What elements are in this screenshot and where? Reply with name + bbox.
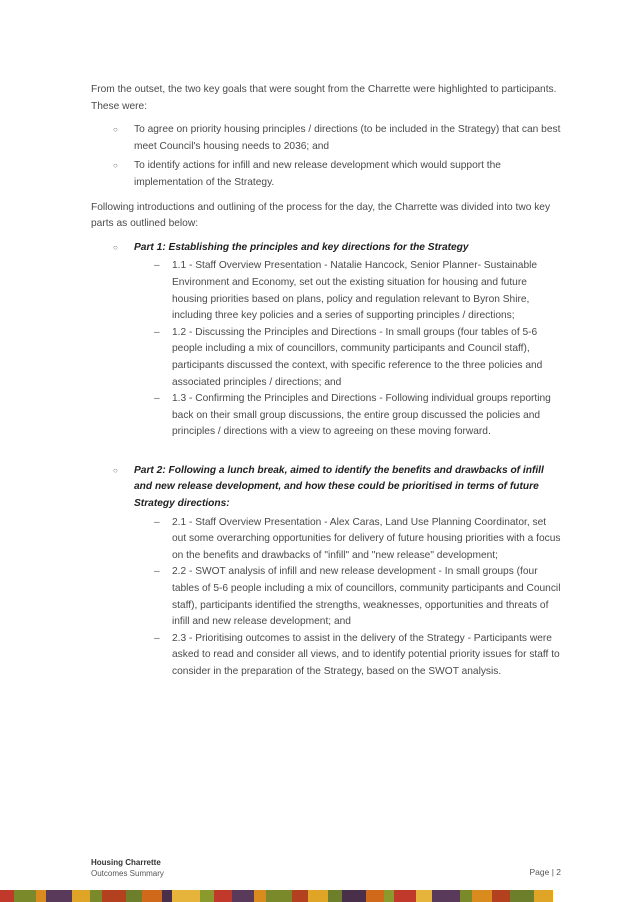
goals-list [91, 122, 561, 191]
page-number: Page | 2 [529, 867, 561, 877]
dash-bullet-icon: – [154, 632, 160, 644]
stripe-segment [366, 890, 384, 902]
stripe-segment [72, 890, 90, 902]
stripe-segment [432, 890, 460, 902]
stripe-segment [102, 890, 126, 902]
stripe-segment [126, 890, 142, 902]
stripe-segment [534, 890, 553, 902]
body-content [91, 82, 561, 681]
stripe-segment [36, 890, 46, 902]
circle-bullet-icon: ○ [113, 242, 118, 252]
stripe-segment [14, 890, 36, 902]
stripe-segment [460, 890, 472, 902]
dash-bullet-icon: – [154, 326, 160, 338]
page-footer [91, 857, 561, 879]
stripe-segment [200, 890, 214, 902]
dash-bullet-icon: – [154, 566, 160, 578]
dash-bullet-icon: – [154, 260, 160, 272]
dash-bullet-icon: – [154, 516, 160, 528]
process-paragraph: Following introductions and outlining of the process for the day, the Charrette was divided into two key parts as outlined below: [91, 201, 551, 230]
decorative-color-stripe [0, 890, 637, 902]
stripe-segment [510, 890, 534, 902]
footer-title: Housing Charrette [91, 858, 161, 867]
goal-text: To agree on priority housing principles / directions (to be included in the Strategy) that can best meet Council's housing needs to 2036; and [134, 124, 561, 152]
spacer [91, 441, 561, 459]
list-item [134, 258, 561, 324]
stripe-segment [416, 890, 432, 902]
part-1-title: Part 1: Establishing the principles and key directions for the Strategy [134, 241, 469, 253]
stripe-segment [0, 890, 14, 902]
circle-bullet-icon: ○ [113, 125, 118, 135]
step-text: 2.3 - Prioritising outcomes to assist in the delivery of the Strategy - Participants were asked to read and consider all views, and to identify potential priority issues for staff to consider in the preparation of the Strategy, based on the SWOT analysis. [172, 632, 560, 677]
stripe-segment [232, 890, 254, 902]
stripe-segment [254, 890, 266, 902]
part-1-section [91, 240, 561, 441]
list-item [134, 631, 561, 681]
stripe-segment [394, 890, 416, 902]
step-text: 1.3 - Confirming the Principles and Directions - Following individual groups reporting back on their small group discussions, the entire group discussed the policies and principles / directions with a view to agreeing on these moving forward. [172, 393, 551, 438]
list-item [91, 122, 561, 155]
list-item [134, 564, 561, 630]
list-item [134, 391, 561, 441]
list-item [134, 325, 561, 391]
circle-bullet-icon: ○ [113, 161, 118, 171]
list-item [134, 515, 561, 565]
stripe-segment [172, 890, 200, 902]
part-2-title: Part 2: Following a lunch break, aimed to identify the benefits and drawbacks of infill and new release development, and how these could be prioritised in terms of future Strategy directions: [134, 464, 544, 510]
stripe-segment [384, 890, 394, 902]
goal-text: To identify actions for infill and new release development which would support the implementation of the Strategy. [134, 160, 501, 188]
stripe-segment [308, 890, 328, 902]
footer-subtitle: Outcomes Summary [91, 869, 164, 878]
list-item [91, 158, 561, 191]
stripe-segment [162, 890, 172, 902]
stripe-segment [328, 890, 342, 902]
part-1-steps [134, 258, 561, 441]
step-text: 2.1 - Staff Overview Presentation - Alex Caras, Land Use Planning Coordinator, set out some overarching opportunities for delivery of future housing priorities with a focus on the benefits and drawbacks of "infill" and "new release" development; [172, 516, 561, 561]
stripe-segment [46, 890, 72, 902]
stripe-segment [90, 890, 102, 902]
circle-bullet-icon: ○ [113, 465, 118, 475]
step-text: 2.2 - SWOT analysis of infill and new release development - In small groups (four tables of 5-6 people including a mix of councillors, community participants and Council staff), participants identified the strengths, weaknesses, opportunities and threats of infill and new release development; and [172, 566, 561, 628]
stripe-segment [214, 890, 232, 902]
stripe-segment [492, 890, 510, 902]
part-2-section [91, 463, 561, 681]
stripe-segment [266, 890, 292, 902]
stripe-segment [472, 890, 492, 902]
step-text: 1.2 - Discussing the Principles and Directions - In small groups (four tables of 5-6 people including a mix of councillors, community participants and Council staff), participants discussed the context, with specific reference to the three policies and associated principles / directions; and [172, 326, 543, 388]
stripe-segment [342, 890, 366, 902]
stripe-segment [142, 890, 162, 902]
stripe-segment [292, 890, 308, 902]
part-2-steps [134, 515, 561, 681]
dash-bullet-icon: – [154, 393, 160, 405]
step-text: 1.1 - Staff Overview Presentation - Natalie Hancock, Senior Planner- Sustainable Environment and Economy, set out the existing situation for housing and future housing priorities based on plans, policy and regulation relevant to Byron Shire, including three key policies and a series of supporting principles / directions; [172, 260, 538, 322]
intro-paragraph: From the outset, the two key goals that were sought from the Charrette were highlighted to participants. These were: [91, 84, 557, 112]
